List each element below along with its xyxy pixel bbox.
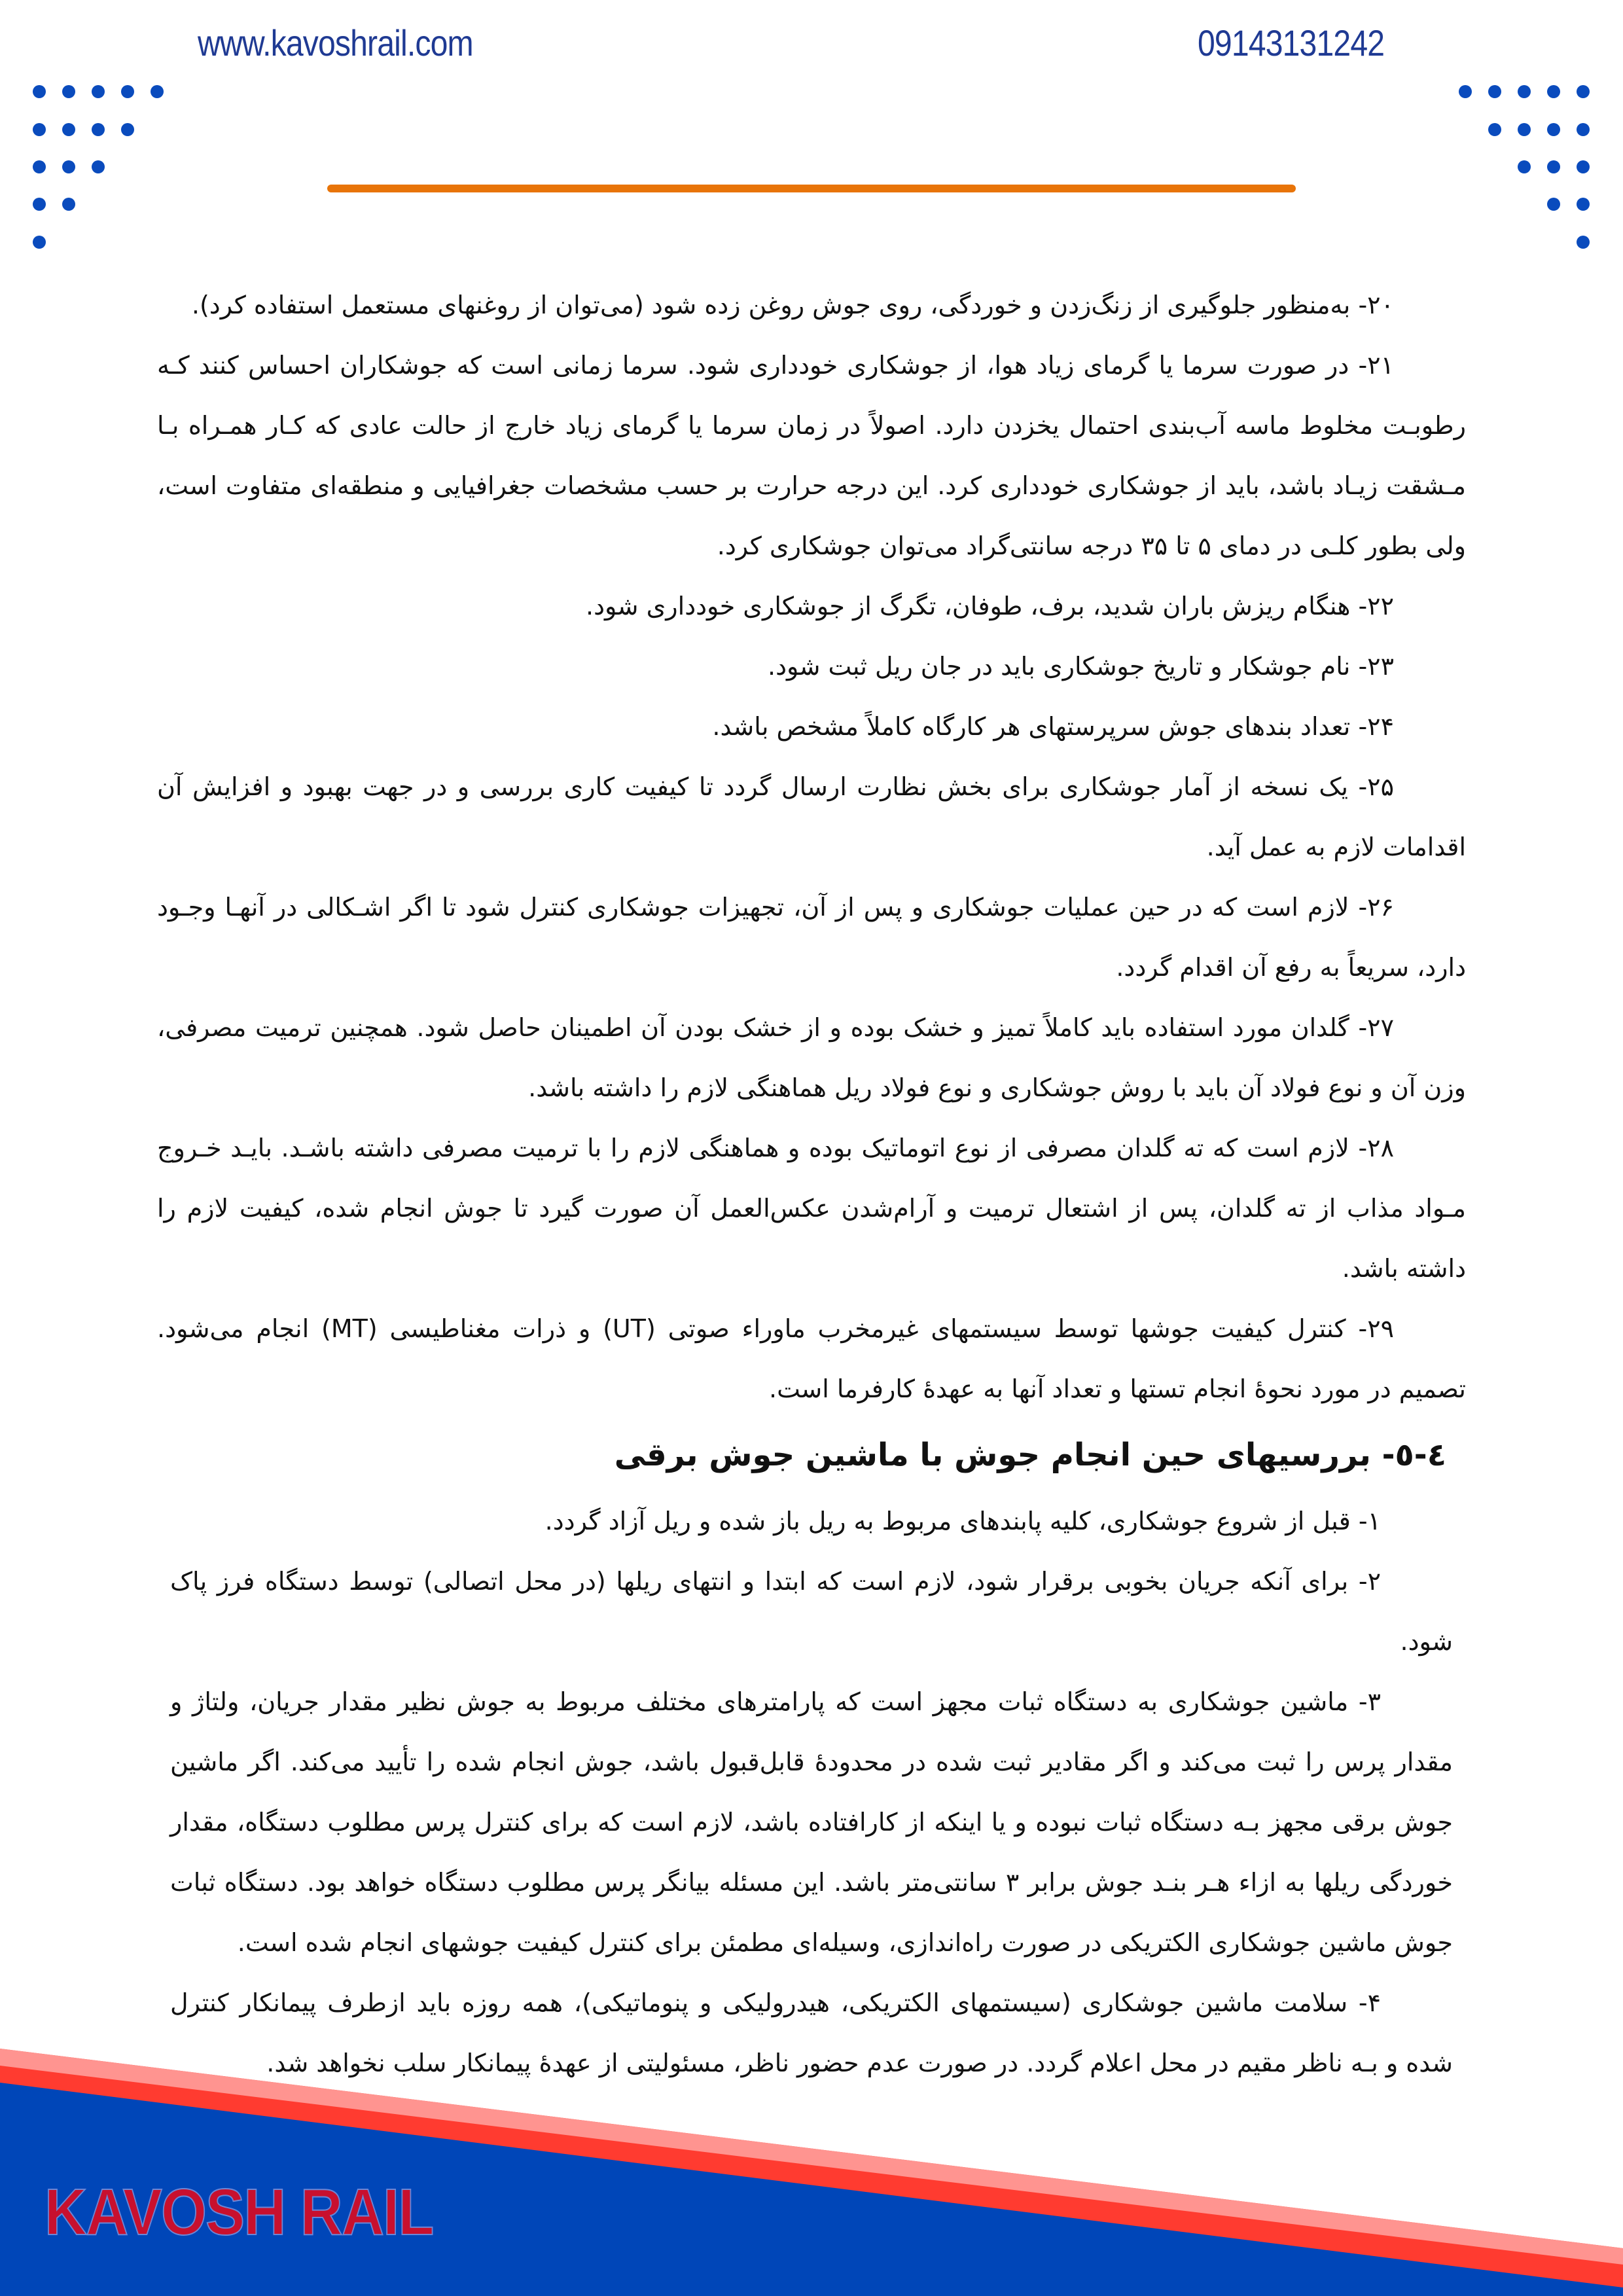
- list-item: ۲۰- به‌منظور جلوگیری از زنگ‌زدن و خوردگی، روی جوش روغن زده شود (می‌توان از روغنهای مستعمل استفاده کرد).: [191, 291, 1394, 319]
- dot-icon: [1577, 85, 1590, 98]
- dot-icon: [1547, 123, 1560, 136]
- dot-icon: [92, 123, 105, 136]
- list-items-20-29: [157, 275, 1466, 1419]
- dot-icon: [1488, 85, 1501, 98]
- list-item: ۲۱- در صورت سرما یا گرمای زیاد هوا، از جوشکاری خودداری شود. سرما زمانی است که جوشکاران احساس کنند کـه رطوبـت مخلوط ماسه آب‌بندی احتمال یخزدن دارد. اصولاً در زمان سرما یا گرمای زیاد خارج از حالت عادی که کـار همـراه بـا مـشقت زیـاد باشد، باید از جوشکاری خودداری کرد. این درجه حرارت بر حسب مشخصات جغرافیایی و منطقه‌ای متفاوت است، ولی بطور کلـی در دمای ۵ تا ۳۵ درجه سانتی‌گراد می‌توان جوشکاری کرد.: [157, 351, 1466, 560]
- dot-icon: [1547, 85, 1560, 98]
- list-item: ۲۷- گلدان مورد استفاده باید کاملاً تمیز و خشک بوده و از خشک بودن آن اطمینان حاصل شود. همچنین ترمیت مصرفی، وزن آن و نوع فولاد آن باید با روش جوشکاری و نوع فولاد ریل هماهنگی لازم را داشته باشد.: [157, 1013, 1466, 1102]
- dot-icon: [1518, 160, 1531, 173]
- dot-icon: [1518, 123, 1531, 136]
- website-link[interactable]: www.kavoshrail.com: [198, 22, 473, 63]
- dot-icon: [1518, 85, 1531, 98]
- list-item: ۲۳- نام جوشکار و تاریخ جوشکاری باید در جان ریل ثبت شود.: [767, 652, 1394, 681]
- dot-icon: [33, 236, 46, 249]
- document-body: [157, 275, 1466, 2093]
- list-item: ۱- قبل از شروع جوشکاری، کلیه پابندهای مربوط به ریل باز شده و ریل آزاد گردد.: [544, 1507, 1381, 1535]
- dot-icon: [151, 85, 164, 98]
- dot-icon: [1577, 123, 1590, 136]
- footer-banner: [0, 1996, 1623, 2296]
- list-item: ۲۹- کنترل کیفیت جوشها توسط سیستمهای غیرمخرب ماوراء صوتی (UT) و ذرات مغناطیسی (MT) انجام می‌شود. تصمیم در مورد نحوهٔ انجام تستها و تعداد آنها به عهدهٔ کارفرما است.: [157, 1314, 1466, 1403]
- dot-icon: [62, 160, 75, 173]
- list-item: ۴- سلامت ماشین جوشکاری (سیستمهای الکتریکی، هیدرولیکی و پنوماتیکی)، همه روزه باید ازطرف پیمانکار کنترل شده و بـه ناظر مقیم در محل اعلام گردد. در صورت عدم حضور ناظر، مسئولیتی از عهدهٔ پیمانکار سلب نخواهد شد.: [170, 1988, 1453, 2077]
- dot-icon: [62, 85, 75, 98]
- section-heading: ٤-٥- بررسیهای حین انجام جوش با ماشین جوش برقی: [614, 1437, 1446, 1473]
- dot-icon: [62, 123, 75, 136]
- dot-icon: [1577, 236, 1590, 249]
- dot-icon: [62, 198, 75, 211]
- dot-icon: [1577, 160, 1590, 173]
- dot-icon: [1488, 123, 1501, 136]
- dot-icon: [1547, 198, 1560, 211]
- dot-icon: [92, 85, 105, 98]
- dot-icon: [121, 123, 134, 136]
- list-item: ۲۴- تعداد بندهای جوش سرپرستهای هر کارگاه کاملاً مشخص باشد.: [712, 712, 1394, 741]
- brand-logo-text: KAVOSH RAIL: [45, 2176, 433, 2249]
- header-divider: [327, 185, 1296, 192]
- dot-icon: [33, 198, 46, 211]
- dot-icon: [1547, 160, 1560, 173]
- list-item: ۲۶- لازم است که در حین عملیات جوشکاری و پس از آن، تجهیزات جوشکاری کنترل شود تا اگر اشـکالی در آنهـا وجـود دارد، سریعاً به رفع آن اقدام گردد.: [157, 893, 1466, 982]
- dot-icon: [33, 160, 46, 173]
- dot-icon: [121, 85, 134, 98]
- dot-icon: [33, 123, 46, 136]
- list-item: ۲۸- لازم است که ته گلدان مصرفی از نوع اتوماتیک بوده و هماهنگی لازم را با ترمیت مصرفی داشته باشـد. بایـد خـروج مـواد مذاب از ته گلدان، پس از اشتعال ترمیت و آرام‌شدن عکس‌العمل آن صورت گیرد تا جوش انجام شده، کیفیت لازم را داشته باشد.: [157, 1134, 1466, 1283]
- dot-icon: [92, 160, 105, 173]
- dot-icon: [1577, 198, 1590, 211]
- phone-number: 09143131242: [1198, 22, 1385, 63]
- dot-icon: [1459, 85, 1472, 98]
- list-item: ۲۲- هنگام ریزش باران شدید، برف، طوفان، تگرگ از جوشکاری خودداری شود.: [586, 592, 1394, 620]
- list-item: ۲۵- یک نسخه از آمار جوشکاری برای بخش نظارت ارسال گردد تا کیفیت کاری بررسی و در جهت بهبود و افزایش آن اقدامات لازم به عمل آید.: [157, 772, 1466, 861]
- list-item: ۳- ماشین جوشکاری به دستگاه ثبات مجهز است که پارامترهای مختلف مربوط به جوش نظیر مقدار جریان، ولتاژ و مقدار پرس را ثبت می‌کند و اگر مقادیر ثبت شده در محدودهٔ قابل‌قبول باشد، جوش انجام شده را تأیید می‌کند. اگر ماشین جوش برقی مجهز بـه دستگاه ثبات نبوده و یا اینکه از کارافتاده باشد، لازم است که برای کنترل پرس مطلوب دستگاه، مقدار خوردگی ریلها به ازاء هـر بنـد جوش برابر ۳ سانتی‌متر باشد. این مسئله بیانگر پرس مطلوب دستگاه خواهد بود. دستگاه ثبات جوش ماشین جوشکاری الکتریکی در صورت راه‌اندازی، وسیله‌ای مطمئن برای کنترل کیفیت جوشهای انجام شده است.: [170, 1687, 1453, 1957]
- dot-icon: [33, 85, 46, 98]
- list-item: ۲- برای آنکه جریان بخوبی برقرار شود، لازم است که ابتدا و انتهای ریلها (در محل اتصالی) توسط دستگاه فرز پاک شود.: [170, 1567, 1453, 1656]
